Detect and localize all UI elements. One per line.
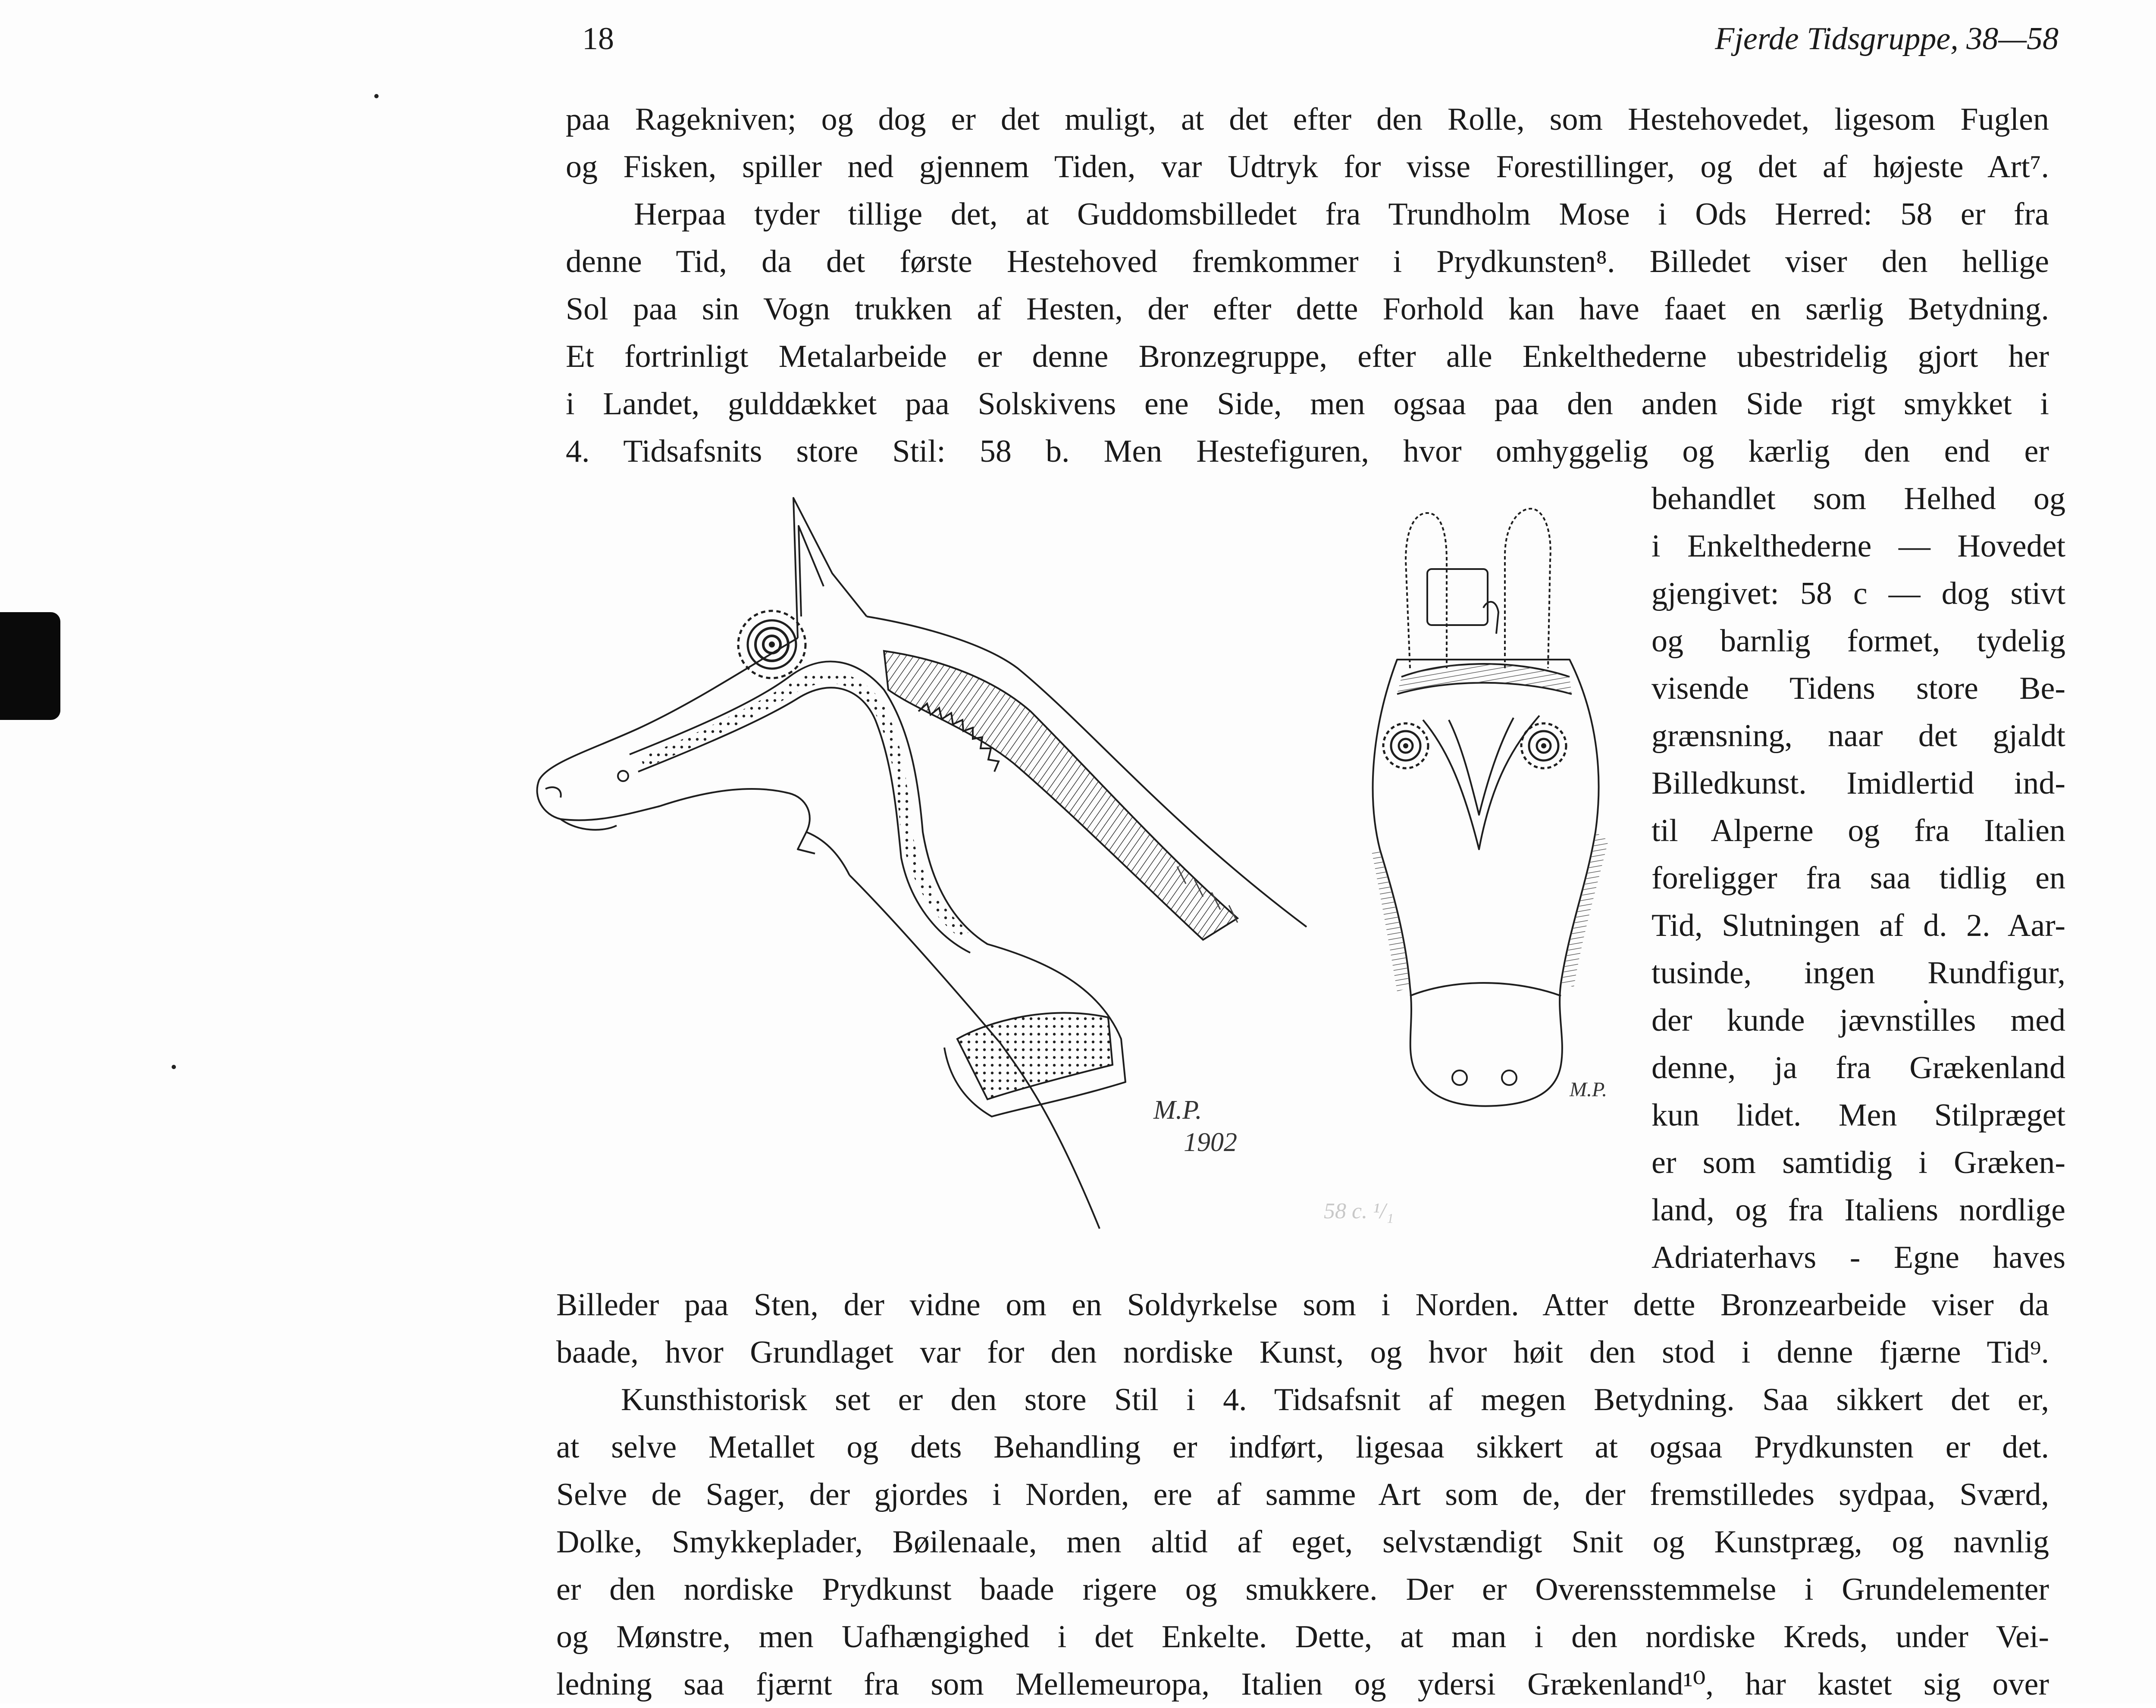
signature-year: 1902 xyxy=(1184,1128,1237,1157)
dust-speck xyxy=(172,1065,176,1069)
text-line: 4. Tidsafsnits store Stil: 58 b. Men Hestefiguren, hvor omhyggelig og kærlig den end er xyxy=(566,434,2049,469)
column-line: kun lidet. Men Stilpræget xyxy=(1651,1098,2065,1133)
text-line: Herpaa tyder tillige det, at Guddomsbilledet fra Trundholm Mose i Ods Herred: 58 er fra xyxy=(634,197,2049,232)
column-line: foreligger fra saa tidlig en xyxy=(1651,860,2065,896)
artist-signature-small: M.P. xyxy=(1570,1078,1608,1101)
text-line: Selve de Sager, der gjordes i Norden, ere af samme Art som de, der fremstilledes sydpaa, Sværd, xyxy=(556,1477,2049,1512)
text-line: baade, hvor Grundlaget var for den nordiske Kunst, og hvor høit den stod i denne fjærne Tid⁹. xyxy=(556,1335,2049,1370)
text-line: Kunsthistorisk set er den store Stil i 4. Tidsafsnit af megen Betydning. Saa sikkert det er, xyxy=(621,1382,2049,1417)
running-head: Fjerde Tidsgruppe, 38—58 xyxy=(1715,21,2059,56)
text-line: Dolke, Smykkeplader, Bøilenaale, men altid af eget, selvstændigt Snit og Kunstpræg, og navnlig xyxy=(556,1524,2049,1560)
horse-head-frontal-figure xyxy=(1354,504,1621,1134)
column-line: gjengivet: 58 c — dog stivt xyxy=(1651,576,2065,611)
text-line: ledning saa fjærnt fra som Mellemeuropa, Italien og ydersi Grækenland¹⁰, har kastet sig over xyxy=(556,1667,2049,1702)
text-line: er den nordiske Prydkunst baade rigere og smukkere. Der er Overensstemmelse i Grundelementer xyxy=(556,1572,2049,1607)
column-line: til Alperne og fra Italien xyxy=(1651,813,2065,848)
column-line: Adriaterhavs - Egne haves xyxy=(1651,1240,2065,1275)
dust-speck xyxy=(374,94,379,98)
column-line: tusinde, ingen Rundfigur, xyxy=(1651,955,2065,991)
column-line: er som samtidig i Græken- xyxy=(1651,1145,2065,1180)
text-line: og Fisken, spiller ned gjennem Tiden, var Udtryk for visse Forestillinger, og det af højeste Art⁷. xyxy=(566,149,2049,185)
text-line: i Landet, gulddækket paa Solskivens ene Side, men ogsaa paa den anden Side rigt smykket i xyxy=(566,386,2049,422)
figure-caption-faint: 58 c. ¹/₁ xyxy=(1324,1199,1394,1223)
column-line: og barnlig formet, tydelig xyxy=(1651,623,2065,659)
eye-rosette xyxy=(738,611,805,678)
text-line: at selve Metallet og dets Behandling er indført, ligesaa sikkert at ogsaa Prydkunsten er det. xyxy=(556,1430,2049,1465)
text-line: Billeder paa Sten, der vidne om en Soldyrkelse som i Norden. Atter dette Bronzearbeide viser da xyxy=(556,1287,2049,1323)
text-line: Et fortrinligt Metalarbeide er denne Bronzegruppe, efter alle Enkelthederne ubestridelig gjort her xyxy=(566,339,2049,374)
left-eye-rosette xyxy=(1383,723,1428,768)
column-line: i Enkelthederne — Hovedet xyxy=(1651,529,2065,564)
column-line: Tid, Slutningen af d. 2. Aar- xyxy=(1651,908,2065,943)
artist-signature: M.P. xyxy=(1153,1095,1202,1125)
column-line: Billedkunst. Imidlertid ind- xyxy=(1651,766,2065,801)
text-line: Sol paa sin Vogn trukken af Hesten, der efter dette Forhold kan have faaet en særlig Betydning. xyxy=(566,291,2049,327)
column-line: land, og fra Italiens nordlige xyxy=(1651,1192,2065,1228)
scan-edge-tab xyxy=(0,612,60,720)
column-line: der kunde jævnstilles med xyxy=(1651,1003,2065,1038)
column-line: behandlet som Helhed og xyxy=(1651,481,2065,516)
column-line: denne, ja fra Grækenland xyxy=(1651,1050,2065,1085)
text-line: denne Tid, da det første Hestehoved fremkommer i Prydkunsten⁸. Billedet viser den hellige xyxy=(566,244,2049,279)
column-line: visende Tidens store Be- xyxy=(1651,671,2065,706)
text-line: paa Ragekniven; og dog er det muligt, at det efter den Rolle, som Hestehovedet, ligesom Fuglen xyxy=(566,102,2049,137)
column-line: grænsning, naar det gjaldt xyxy=(1651,718,2065,754)
text-line: og Mønstre, men Uafhængighed i det Enkelte. Dette, at man i den nordiske Kreds, under Vei- xyxy=(556,1619,2049,1655)
page-number: 18 xyxy=(582,21,614,56)
